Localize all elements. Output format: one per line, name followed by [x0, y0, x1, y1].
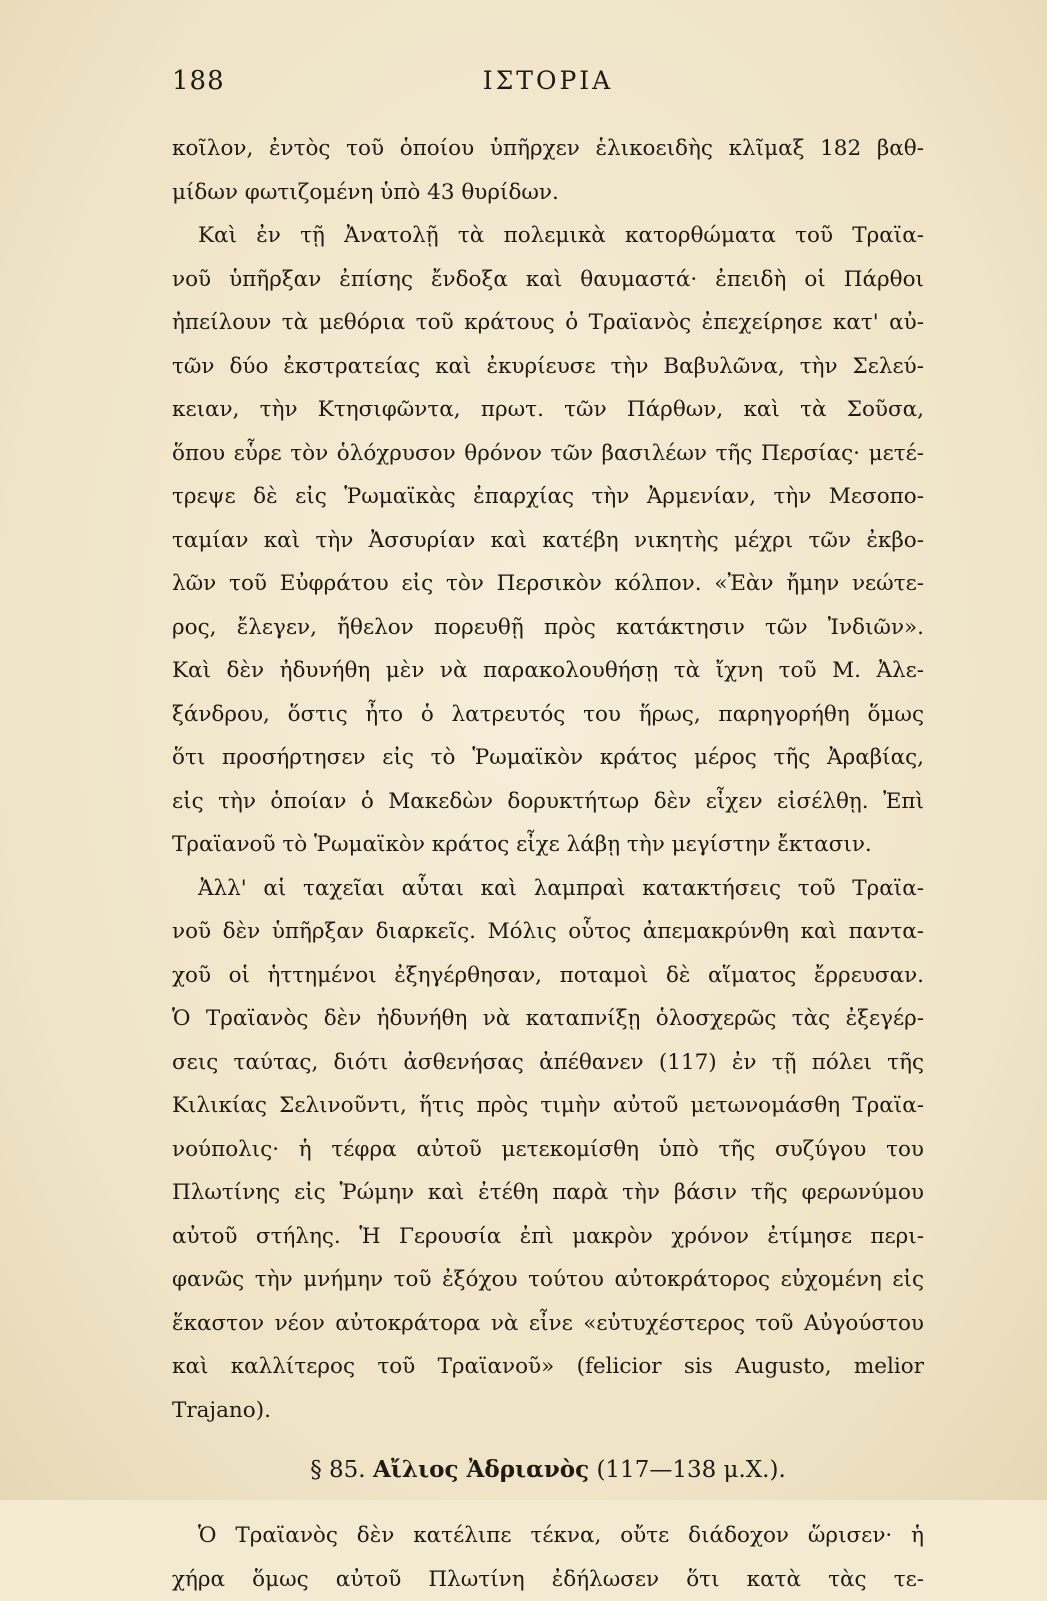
- text-line: μίδων φωτιζομένη ὑπὸ 43 θυρίδων.: [172, 171, 924, 215]
- section-number: § 85.: [310, 1457, 365, 1483]
- text-line: νούπολις· ἡ τέφρα αὐτοῦ μετεκομίσθη ὑπὸ τῆς συζύγου του: [172, 1128, 924, 1172]
- text-line: νοῦ δὲν ὑπῆρξαν διαρκεῖς. Μόλις οὗτος ἀπεμακρύνθη καὶ παντα-: [172, 910, 924, 954]
- section-title: Αἴλιος Ἀδριανὸς: [373, 1456, 589, 1483]
- text-line: ρος, ἔλεγεν, ἤθελον πορευθῇ πρὸς κατάκτησιν τῶν Ἰνδιῶν».: [172, 606, 924, 650]
- text-line: Ἀλλ' αἱ ταχεῖαι αὗται καὶ λαμπραὶ κατακτήσεις τοῦ Τραϊα-: [172, 867, 924, 911]
- text-line: χοῦ οἱ ἡττημένοι ἐξηγέρθησαν, ποταμοὶ δὲ αἵματος ἔρρευσαν.: [172, 954, 924, 998]
- text-line: Ὁ Τραϊανὸς δὲν ἠδυνήθη νὰ καταπνίξῃ ὁλοσχερῶς τὰς ἐξεγέρ-: [172, 997, 924, 1041]
- section-heading: [172, 1440, 924, 1500]
- text-line: φανῶς τὴν μνήμην τοῦ ἐξόχου τούτου αὐτοκράτορος εὐχομένη εἰς: [172, 1258, 924, 1302]
- text-line: ἠπείλουν τὰ μεθόρια τοῦ κράτους ὁ Τραϊανὸς ἐπεχείρησε κατ' αὐ-: [172, 301, 924, 345]
- text-line: κοῖλον, ἐντὸς τοῦ ὁποίου ὑπῆρχεν ἑλικοειδὴς κλῖμαξ 182 βαθ-: [172, 127, 924, 171]
- text-line: κειαν, τὴν Κτησιφῶντα, πρωτ. τῶν Πάρθων, καὶ τὰ Σοῦσα,: [172, 388, 924, 432]
- section-dates: (117—138 μ.Χ.).: [596, 1457, 785, 1483]
- text-line: τρεψε δὲ εἰς Ῥωμαϊκὰς ἐπαρχίας τὴν Ἀρμενίαν, τὴν Μεσοπο-: [172, 475, 924, 519]
- text-line: ἕκαστον νέον αὐτοκράτορα νὰ εἶνε «εὐτυχέστερος τοῦ Αὐγούστου: [172, 1302, 924, 1346]
- text-line: Ὁ Τραϊανὸς δὲν κατέλιπε τέκνα, οὔτε διάδοχον ὥρισεν· ἡ: [172, 1514, 924, 1558]
- text-line: Καὶ δὲν ἠδυνήθη μὲν νὰ παρακολουθήσῃ τὰ ἴχνη τοῦ Μ. Ἀλε-: [172, 649, 924, 693]
- text-line: αὐτοῦ στήλης. Ἡ Γερουσία ἐπὶ μακρὸν χρόνον ἐτίμησε περι-: [172, 1215, 924, 1259]
- text-line: ὅπου εὗρε τὸν ὁλόχρυσον θρόνον τῶν βασιλέων τῆς Περσίας· μετέ-: [172, 432, 924, 476]
- text-line: Trajano).: [172, 1389, 924, 1433]
- text-line: Καὶ ἐν τῇ Ἀνατολῇ τὰ πολεμικὰ κατορθώματα τοῦ Τραϊα-: [172, 214, 924, 258]
- text-line: ὅτι προσήρτησεν εἰς τὸ Ῥωμαϊκὸν κράτος μέρος τῆς Ἀραβίας,: [172, 736, 924, 780]
- text-line: λῶν τοῦ Εὐφράτου εἰς τὸν Περσικὸν κόλπον. «Ἐὰν ἤμην νεώτε-: [172, 562, 924, 606]
- running-title: ΙΣΤΟΡΙΑ: [172, 66, 924, 95]
- main-text: [172, 127, 924, 1601]
- text-line: τῶν δύο ἐκστρατείας καὶ ἐκυρίευσε τὴν Βαβυλῶνα, τὴν Σελεύ-: [172, 345, 924, 389]
- text-line: εἰς τὴν ὁποίαν ὁ Μακεδὼν δορυκτήτωρ δὲν εἶχεν εἰσέλθῃ. Ἐπὶ: [172, 780, 924, 824]
- text-line: Πλωτίνης εἰς Ῥώμην καὶ ἐτέθη παρὰ τὴν βάσιν τῆς φερωνύμου: [172, 1171, 924, 1215]
- text-line: Κιλικίας Σελινοῦντι, ἥτις πρὸς τιμὴν αὐτοῦ μετωνομάσθη Τραϊα-: [172, 1084, 924, 1128]
- text-line: Τραϊανοῦ τὸ Ῥωμαϊκὸν κράτος εἶχε λάβῃ τὴν μεγίστην ἔκτασιν.: [172, 823, 924, 867]
- text-line: ταμίαν καὶ τὴν Ἀσσυρίαν καὶ κατέβη νικητὴς μέχρι τῶν ἐκβο-: [172, 519, 924, 563]
- text-line: σεις ταύτας, διότι ἀσθενήσας ἀπέθανεν (117) ἐν τῇ πόλει τῆς: [172, 1041, 924, 1085]
- text-line: νοῦ ὑπῆρξαν ἐπίσης ἔνδοξα καὶ θαυμαστά· ἐπειδὴ οἱ Πάρθοι: [172, 258, 924, 302]
- page-number: 188: [172, 66, 225, 96]
- text-line: ξάνδρου, ὅστις ἦτο ὁ λατρευτός του ἥρως, παρηγορήθη ὅμως: [172, 693, 924, 737]
- text-line: καὶ καλλίτερος τοῦ Τραϊανοῦ» (felicior sis Augusto, melior: [172, 1345, 924, 1389]
- text-line: χήρα ὅμως αὐτοῦ Πλωτίνη ἐδήλωσεν ὅτι κατὰ τὰς τε-: [172, 1558, 924, 1601]
- page-header: [172, 66, 924, 106]
